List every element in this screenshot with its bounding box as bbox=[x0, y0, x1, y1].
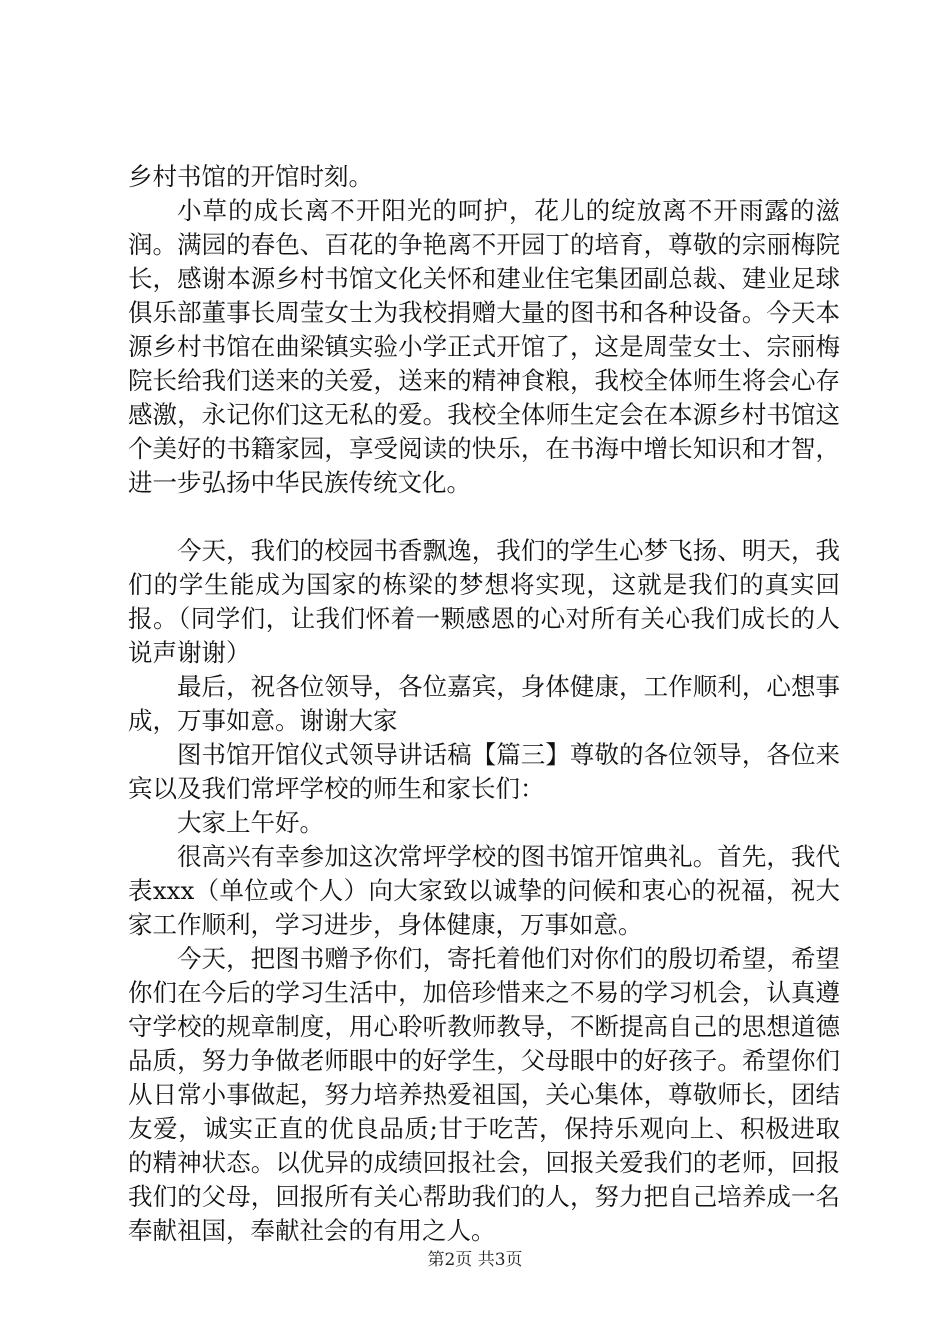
paragraph-2: 小草的成长离不开阳光的呵护，花儿的绽放离不开雨露的滋润。满园的春色、百花的争艳离不开园丁的培育，尊敬的宗丽梅院长，感谢本源乡村书馆文化关怀和建业住宅集团副总裁、建业足球俱乐部董事长周莹女士为我校捐赠大量的图书和各种设备。今天本源乡村书馆在曲梁镇实验小学正式开馆了，这是周莹女士、宗丽梅院长给我们送来的关爱，送来的精神食粮，我校全体师生将会心存感激，永记你们这无私的爱。我校全体师生定会在本源乡村书馆这个美好的书籍家园，享受阅读的快乐，在书海中增长知识和才智，进一步弘扬中华民族传统文化。 bbox=[128, 196, 840, 497]
document-body bbox=[128, 160, 840, 1248]
paragraph-3: 今天，我们的校园书香飘逸，我们的学生心梦飞扬、明天，我们的学生能成为国家的栋梁的梦想将实现，这就是我们的真实回报。（同学们，让我们怀着一颗感恩的心对所有关心我们成长的人说声谢谢） bbox=[128, 536, 840, 667]
paragraph-8: 今天，把图书赠予你们，寄托着他们对你们的殷切希望，希望你们在今后的学习生活中，加倍珍惜来之不易的学习机会，认真遵守学校的规章制度，用心聆听教师教导，不断提高自己的思想道德品质，努力争做老师眼中的好学生，父母眼中的好孩子。希望你们从日常小事做起，努力培养热爱祖国，关心集体，尊敬师长，团结友爱，诚实正直的优良品质;甘于吃苦，保持乐观向上、积极进取的精神状态。以优异的成绩回报社会，回报关爱我们的老师，回报我们的父母，回报所有关心帮助我们的人，努力把自己培养成一名奉献祖国，奉献社会的有用之人。 bbox=[128, 944, 840, 1245]
paragraph-4: 最后，祝各位领导，各位嘉宾，身体健康，工作顺利，心想事成，万事如意。谢谢大家 bbox=[128, 672, 840, 735]
paragraph-1: 乡村书馆的开馆时刻。 bbox=[128, 162, 373, 191]
page-number-footer: 第2页 共3页 bbox=[427, 1250, 523, 1270]
paragraph-5: 图书馆开馆仪式领导讲话稿【篇三】尊敬的各位领导，各位来宾以及我们常坪学校的师生和家长们： bbox=[128, 740, 840, 803]
paragraph-7: 很高兴有幸参加这次常坪学校的图书馆开馆典礼。首先，我代表xxx（单位或个人）向大家致以诚挚的问候和衷心的祝福，祝大家工作顺利，学习进步，身体健康，万事如意。 bbox=[128, 842, 840, 939]
paragraph-gap bbox=[128, 500, 840, 534]
paragraph-6: 大家上午好。 bbox=[177, 808, 324, 837]
